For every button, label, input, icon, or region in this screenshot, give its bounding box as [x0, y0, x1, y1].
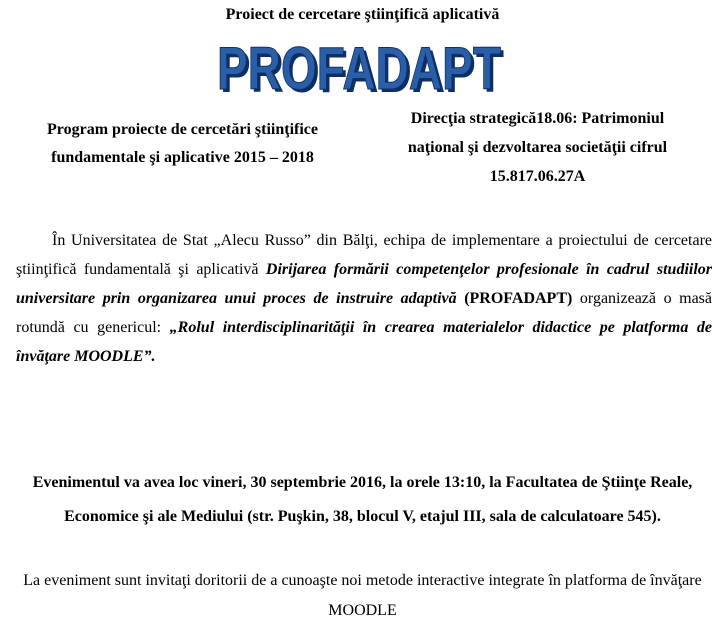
logo-text: PROFADAPT	[217, 35, 501, 98]
direction-code: 15.817.06.27A	[489, 168, 586, 185]
announcement-paragraph	[16, 226, 712, 371]
program-heading	[10, 116, 355, 172]
project-type-heading: Proiect de cercetare ştiinţifică aplicativă	[225, 6, 500, 23]
direction-line-1: Direcţia strategică18.06: Patrimoniul	[410, 110, 665, 127]
round-table-theme: „Rolul interdisciplinarităţii în crearea materialelor didactice pe platforma de învăţare MOODLE”.	[16, 319, 712, 365]
logo-shadow-text: PROFADAPT	[220, 38, 504, 98]
paragraph-intro: În Universitatea de Stat „Alecu Russo” din Bălţi, echipa de implementare a proiectului de cercetare ştiinţifică fundamentală şi aplicativă	[16, 232, 712, 278]
direction-line-2: naţional şi dezvoltarea societăţii cifrul	[407, 139, 668, 156]
invitation-text: La eveniment sunt invitaţi doritorii de a cunoaşte noi metode interactive integrate în platforma de învăţare MOODLE	[23, 572, 702, 619]
strategic-direction-heading	[360, 104, 715, 191]
paragraph-middle: organizează o masă rotundă cu genericul:	[16, 290, 713, 336]
event-details: Evenimentul va avea loc vineri, 30 septembrie 2016, la orele 13:10, la Facultatea de Ştiinţe Reale, Economice şi ale Mediului (str. Puşkin, 38, blocul V, etajul III, sala de calculatoare 545).	[32, 474, 693, 525]
project-title: Dirijarea formării competenţelor profesionale în cadrul studiilor universitare prin organizarea unui proces de instruire adaptivă	[16, 261, 713, 307]
program-line-2: fundamentale şi aplicative 2015 – 2018	[51, 149, 314, 166]
project-acronym: (PROFADAPT)	[464, 290, 573, 307]
program-line-1: Program proiecte de cercetări ştiinţifice	[47, 121, 318, 138]
profadapt-logo	[210, 34, 510, 98]
